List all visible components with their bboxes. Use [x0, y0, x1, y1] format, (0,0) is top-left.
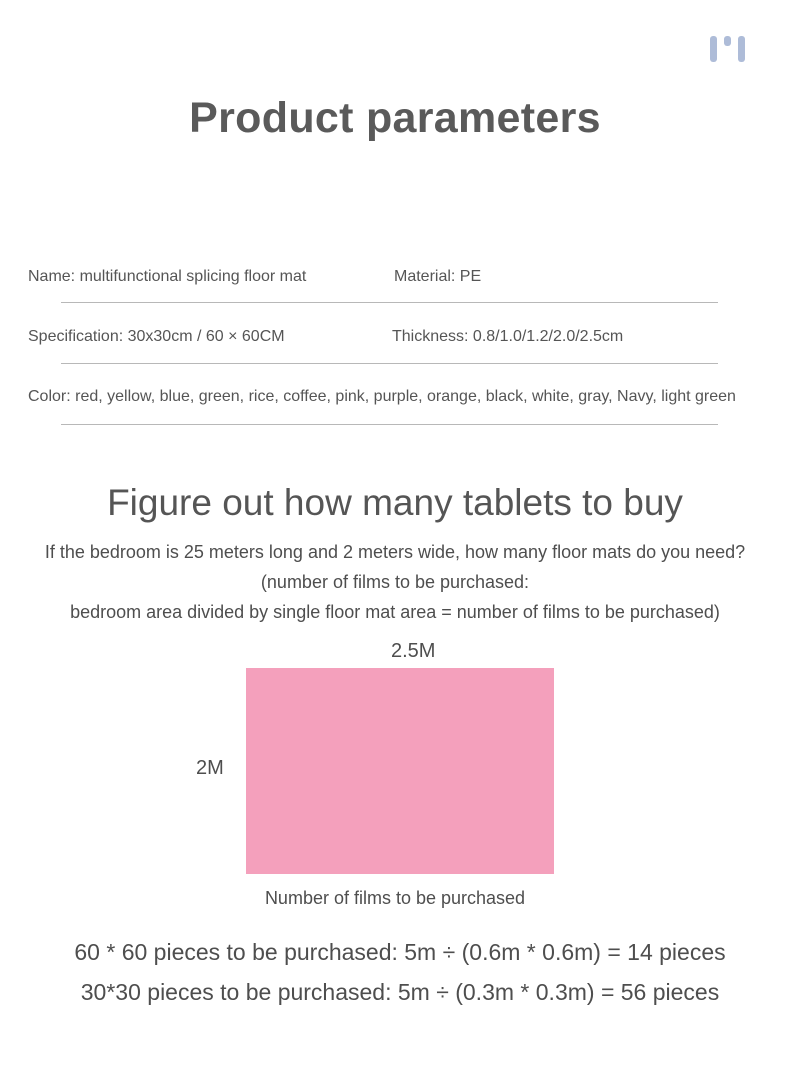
calculation-30x30: 30*30 pieces to be purchased: 5m ÷ (0.3m * 0.3m) = 56 pieces: [80, 979, 720, 1005]
diagram-caption: Number of films to be purchased: [264, 888, 526, 908]
formula-line-2: bedroom area divided by single floor mat area = number of films to be purchased): [70, 602, 720, 622]
divider: [61, 363, 718, 364]
param-thickness: Thickness: 0.8/1.0/1.2/2.0/2.5cm: [392, 328, 624, 345]
section-title: Figure out how many tablets to buy: [107, 482, 683, 523]
divider: [61, 302, 718, 303]
question-text: If the bedroom is 25 meters long and 2 meters wide, how many floor mats do you need?: [44, 542, 746, 562]
logo-bar-middle: [724, 36, 731, 46]
param-color: Color: red, yellow, blue, green, rice, coffee, pink, purple, orange, black, white, gray, Navy, light green: [28, 388, 736, 405]
divider: [61, 424, 718, 425]
logo-bar-right: [738, 36, 745, 62]
calculation-60x60: 60 * 60 pieces to be purchased: 5m ÷ (0.6m * 0.6m) = 14 pieces: [74, 939, 726, 965]
param-name: Name: multifunctional splicing floor mat: [28, 268, 307, 285]
page-title: Product parameters: [189, 94, 601, 142]
bedroom-area-rectangle: [246, 668, 554, 874]
param-material: Material: PE: [394, 268, 482, 285]
brand-bars-icon: [710, 34, 750, 64]
param-specification: Specification: 30x30cm / 60 × 60CM: [28, 328, 285, 345]
width-label: 2.5M: [391, 640, 436, 662]
logo-bar-left: [710, 36, 717, 62]
formula-line-1: (number of films to be purchased:: [260, 572, 530, 592]
height-label: 2M: [196, 757, 224, 779]
